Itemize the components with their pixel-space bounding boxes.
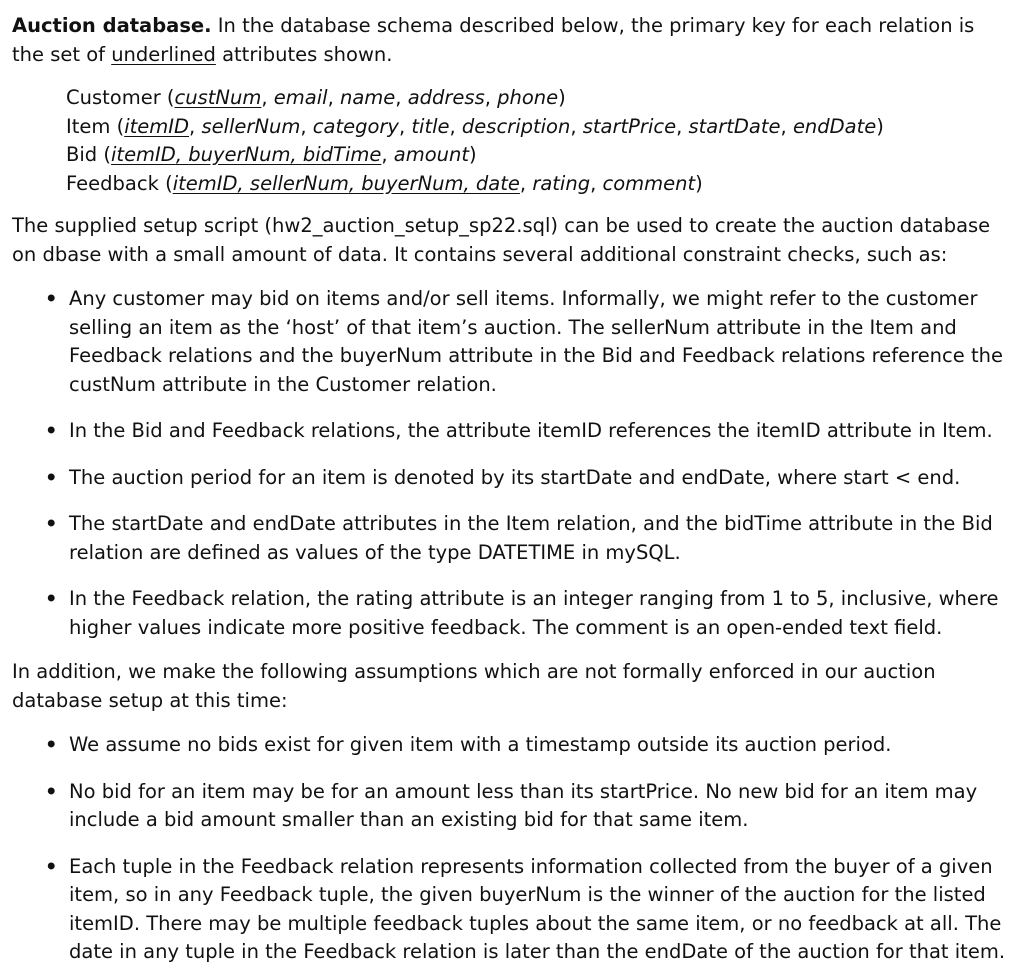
constraint-item-text: Any customer may bid on items and/or sell items. Informally, we might refer to the customer selling an item as the ‘host’ of that item’s auction. The sellerNum attribute in the Item and Feedback relations and the buyerNum attribute in the Bid and Feedback relations reference the custNum attribute in the Customer relation. bbox=[69, 287, 1003, 396]
constraint-item-text: In the Feedback relation, the rating attribute is an integer ranging from 1 to 5, inclusive, where higher values indicate more positive feedback. The comment is an open-ended text field. bbox=[69, 587, 999, 639]
pk-attribute: date bbox=[475, 171, 520, 195]
bullet-icon: • bbox=[45, 287, 58, 310]
attribute: sellerNum bbox=[201, 114, 301, 138]
intro-paragraph bbox=[12, 12, 1008, 69]
bullet-icon: • bbox=[45, 587, 58, 610]
relation-name: Item bbox=[66, 114, 111, 138]
assumptions-paragraph: In addition, we make the following assumptions which are not formally enforced in our auction database setup at this time: bbox=[12, 660, 936, 712]
attribute: comment bbox=[602, 171, 696, 195]
assumption-item-text: Each tuple in the Feedback relation represents information collected from the buyer of a given item, so in any Feedback tuple, the given buyerNum is the winner of the auction for the listed itemID. There may be multiple feedback tuples about the same item, or no feedback at all. The date in any tuple in the Feedback relation is later than the endDate of the auction for that item. bbox=[69, 854, 1006, 963]
attribute: address bbox=[407, 86, 485, 109]
schema-relation-item: Item (itemID, sellerNum, category, title, description, startPrice, startDate, endDate) bbox=[66, 114, 884, 138]
attribute: email bbox=[273, 86, 328, 109]
intro-text-before: In the database schema described below, the primary key for each relation is the set of bbox=[12, 14, 975, 66]
attribute: phone bbox=[497, 86, 559, 109]
schema-list bbox=[66, 84, 1008, 198]
schema-relation-customer: Customer (custNum, email, name, address, phone) bbox=[66, 86, 566, 109]
primary-key-attributes bbox=[124, 115, 189, 138]
primary-key-attributes bbox=[175, 86, 262, 109]
assumption-item bbox=[45, 853, 1008, 967]
attribute: endDate bbox=[792, 114, 877, 138]
relation-name: Bid bbox=[66, 143, 98, 166]
schema-relation-bid: Bid (itemID, buyerNum, bidTime, amount) bbox=[66, 143, 477, 166]
constraint-item-text: The auction period for an item is denoted by its startDate and endDate, where start < end. bbox=[69, 465, 961, 489]
constraint-item bbox=[45, 417, 1008, 446]
schema-relation-feedback: Feedback (itemID, sellerNum, buyerNum, date, rating, comment) bbox=[66, 171, 703, 195]
attribute: title bbox=[411, 114, 450, 138]
pk-attribute: buyerNum bbox=[361, 171, 464, 195]
bullet-icon: • bbox=[45, 512, 58, 535]
pk-attribute: custNum bbox=[174, 86, 262, 109]
bullet-icon: • bbox=[45, 854, 58, 878]
constraint-item-text: The startDate and endDate attributes in the Item relation, and the bidTime attribute in the Bid relation are defined as values of the type DATETIME in mySQL. bbox=[69, 512, 993, 564]
assumption-item-text: No bid for an item may be for an amount less than its startPrice. No new bid for an item may include a bid amount smaller than an existing bid for that same item. bbox=[69, 779, 978, 831]
attribute: startDate bbox=[688, 114, 781, 138]
intro-text-after: attributes shown. bbox=[215, 42, 393, 66]
bullet-icon: • bbox=[45, 779, 58, 803]
constraint-item bbox=[45, 285, 1008, 399]
pk-attribute: sellerNum bbox=[249, 171, 349, 195]
constraint-item bbox=[45, 464, 1008, 493]
bullet-icon: • bbox=[45, 733, 58, 756]
pk-attribute: itemID bbox=[124, 114, 190, 138]
assumption-item bbox=[45, 731, 1008, 760]
attribute: rating bbox=[532, 171, 591, 195]
constraint-item bbox=[45, 510, 1008, 567]
attribute: description bbox=[461, 114, 571, 138]
pk-attribute: bidTime bbox=[302, 143, 382, 166]
underlined-word: underlined bbox=[111, 42, 216, 66]
bullet-icon: • bbox=[45, 419, 58, 442]
setup-paragraph: The supplied setup script (hw2_auction_setup_sp22.sql) can be used to create the auction database on dbase with a small amount of data. It contains several additional constraint checks, such as: bbox=[12, 214, 991, 266]
section-heading: Auction database. bbox=[12, 14, 212, 37]
pk-attribute: itemID bbox=[172, 171, 238, 195]
attribute: startPrice bbox=[582, 114, 677, 138]
attribute: category bbox=[312, 114, 399, 138]
primary-key-attributes: itemID, buyerNum, bidTime bbox=[111, 143, 382, 166]
primary-key-attributes: itemID, sellerNum, buyerNum, date bbox=[172, 171, 520, 195]
relation-name: Feedback bbox=[66, 171, 159, 195]
constraints-list bbox=[12, 285, 1008, 642]
constraint-item-text: In the Bid and Feedback relations, the attribute itemID references the itemID attribute in Item. bbox=[69, 419, 993, 442]
assumption-item bbox=[45, 778, 1008, 835]
pk-attribute: buyerNum bbox=[188, 143, 291, 166]
relation-name: Customer bbox=[66, 86, 161, 109]
constraint-item bbox=[45, 585, 1008, 642]
assumptions-list bbox=[12, 731, 1008, 967]
bullet-icon: • bbox=[45, 465, 58, 489]
attribute: name bbox=[339, 86, 396, 109]
assumption-item-text: We assume no bids exist for given item with a timestamp outside its auction period. bbox=[69, 733, 892, 756]
attribute: amount bbox=[393, 143, 470, 166]
pk-attribute: itemID bbox=[111, 143, 176, 166]
